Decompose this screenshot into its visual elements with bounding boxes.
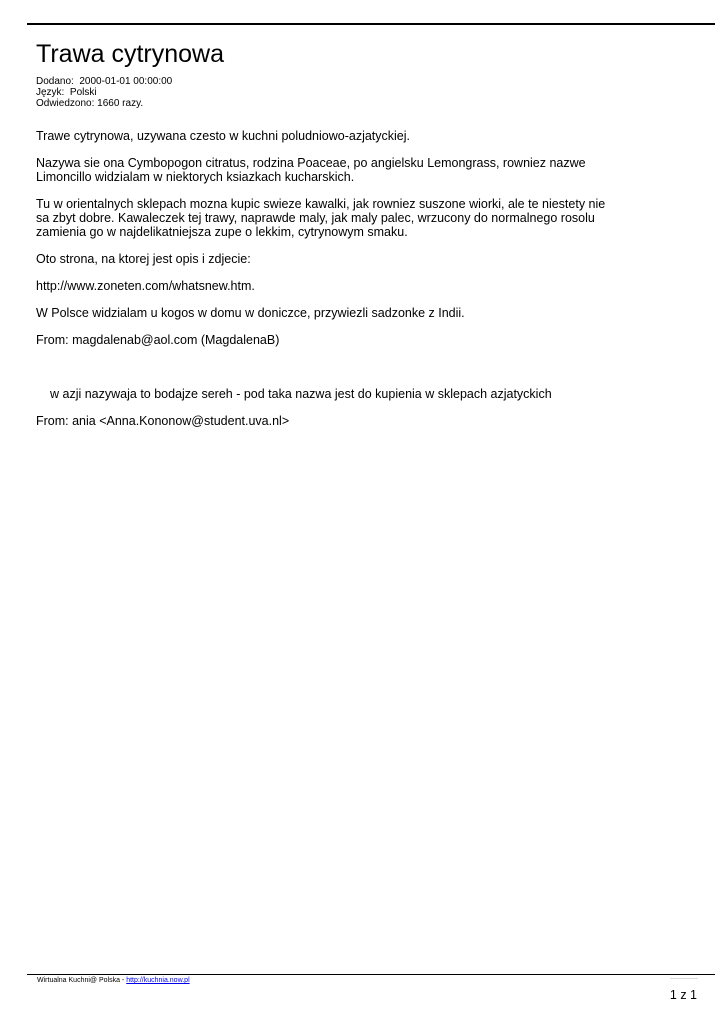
paragraph-author-1: From: magdalenab@aol.com (MagdalenaB) xyxy=(36,333,280,347)
paragraph-url: http://www.zoneten.com/whatsnew.htm. xyxy=(36,279,255,293)
paragraph-author-2: From: ania <Anna.Kononow@student.uva.nl> xyxy=(36,414,290,428)
page-title: Trawa cytrynowa xyxy=(36,40,225,68)
top-divider xyxy=(27,23,715,25)
visited-line xyxy=(36,98,172,109)
visited-value: 1660 razy. xyxy=(97,98,144,109)
document-meta xyxy=(36,76,172,109)
paragraph-name: Nazywa sie ona Cymbopogon citratus, rodzina Poaceae, po angielsku Lemongrass, rowniez nazwe Limoncillo widzialam w niektorych ksiazkach kucharskich. xyxy=(36,156,586,184)
visited-label: Odwiedzono: xyxy=(36,98,95,109)
language-label: Język: xyxy=(36,87,65,98)
added-line xyxy=(36,76,172,87)
paragraph-comment: w azji nazywaja to bodajze sereh - pod taka nazwa jest do kupienia w sklepach azjatyckich xyxy=(50,387,552,401)
footer-site xyxy=(37,976,190,985)
footer-site-link[interactable]: http://kuchnia.now.pl xyxy=(126,977,190,984)
paragraph-source: Oto strona, na ktorej jest opis i zdjecie: xyxy=(36,252,251,266)
footer-site-prefix: Wirtualna Kuchni@ Polska - xyxy=(37,977,127,984)
added-value: 2000-01-01 00:00:00 xyxy=(79,76,173,87)
paragraph-shops: Tu w orientalnych sklepach mozna kupic swieze kawalki, jak rowniez suszone wiorki, ale te niestety nie sa zbyt dobre. Kawaleczek tej trawy, naprawde maly, jak maly palec, wrzucony do normalnego rosolu zamienia go w najdelikatniejsza zupe o lekkim, cytrynowym smaku. xyxy=(36,197,606,239)
language-line xyxy=(36,87,172,98)
paragraph-intro: Trawe cytrynowa, uzywana czesto w kuchni poludniowo-azjatyckiej. xyxy=(36,129,411,143)
language-value: Polski xyxy=(69,87,97,98)
paragraph-poland: W Polsce widzialam u kogos w domu w doniczce, przywiezli sadzonke z Indii. xyxy=(36,306,465,320)
page-number: 1 z 1 xyxy=(669,988,697,1002)
footer-divider xyxy=(27,974,715,975)
added-label: Dodano: xyxy=(36,76,74,87)
footer-mark xyxy=(670,978,698,979)
article-body xyxy=(36,129,606,441)
